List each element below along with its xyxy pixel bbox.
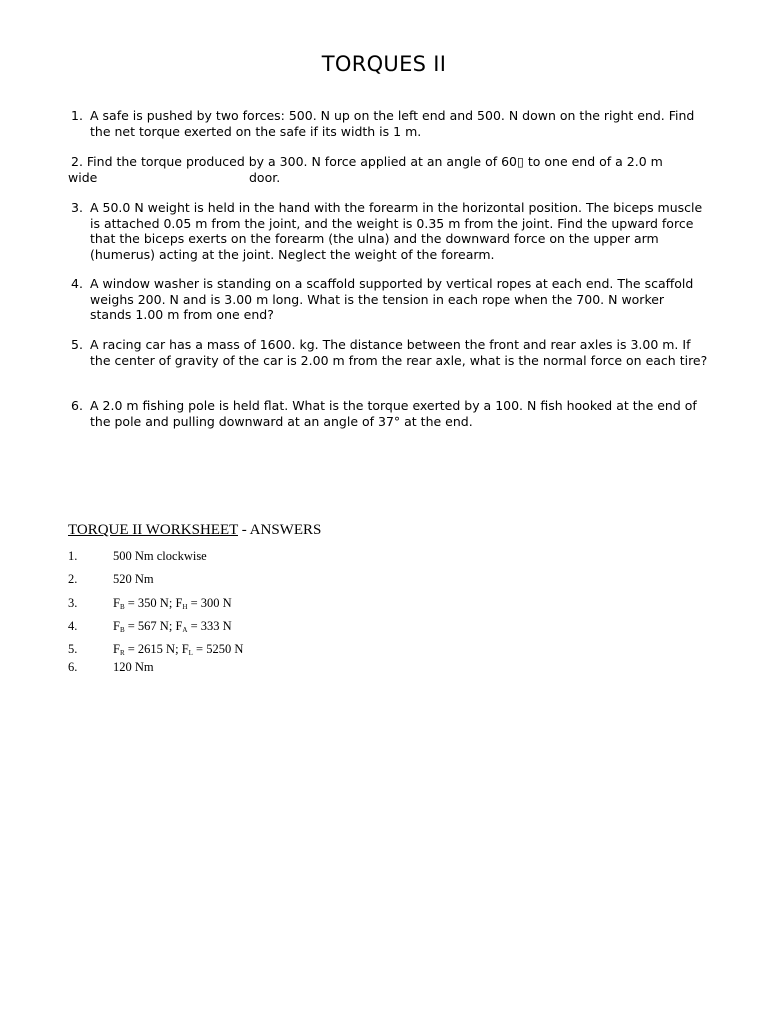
answer-number: 4. <box>68 619 78 633</box>
answers-heading <box>68 522 568 539</box>
answer-value: 120 Nm <box>113 660 154 674</box>
question-1 <box>68 108 708 139</box>
question-text: A safe is pushed by two forces: 500. N up on the left end and 500. N down on the right end. Find the net torque exerted on the safe if its width is 1 m. <box>90 108 695 139</box>
question-text: A racing car has a mass of 1600. kg. The distance between the front and rear axles is 3.00 m. If the center of gravity of the car is 2.00 m from the rear axle, what is the normal force on each tire? <box>90 337 708 368</box>
question-6 <box>68 398 708 429</box>
answers-heading-title: TORQUE II WORKSHEET <box>68 522 238 538</box>
question-number: 5. <box>71 337 83 352</box>
answer-value: $F_R = 2615$ N; $F_L = 5250$ N <box>113 642 244 657</box>
answers-section <box>68 522 568 674</box>
answer-number: 6. <box>68 660 78 674</box>
question-text: A 2.0 m fishing pole is held flat. What is the torque exerted by a 100. N fish hooked at the end of the pole and pulling downward at an angle of 37° at the end. <box>90 398 697 429</box>
question-number: 6. <box>71 398 83 413</box>
question-number: 3. <box>71 200 83 215</box>
answer-number: 2. <box>68 572 78 586</box>
answer-value: $F_B = 350$ N; $F_H = 300$ N <box>113 596 232 611</box>
answer-value: $F_B = 567$ N; $F_A = 333$ N <box>113 619 232 634</box>
answer-number: 1. <box>68 549 78 563</box>
question-text: 2. Find the torque produced by a 300. N force applied at an angle of 60▯ to one end of a 2.0 m <box>71 154 663 169</box>
question-text: A window washer is standing on a scaffold supported by vertical ropes at each end. The scaffold weighs 200. N and is 3.00 m long. What is the tension in each rope when the 700. N worker stands 1.00 m from one end? <box>90 276 694 322</box>
question-text: A 50.0 N weight is held in the hand with the forearm in the horizontal position. The biceps muscle is attached 0.05 m from the joint, and the weight is 0.35 m from the joint. Find the upward force that the biceps exerts on the forearm (the ulna) and the downward force on the upper arm (humerus) acting at the joint. Neglect the weight of the forearm. <box>90 200 703 262</box>
answer-number: 3. <box>68 596 78 610</box>
question-5 <box>68 337 708 368</box>
question-number: 1. <box>71 108 83 123</box>
question-word-wide: wide <box>68 169 98 185</box>
question-4 <box>68 276 708 323</box>
answers-heading-suffix: - ANSWERS <box>238 522 322 538</box>
answer-value: 520 Nm <box>113 572 154 586</box>
question-3 <box>68 200 708 262</box>
answer-number: 5. <box>68 642 78 656</box>
question-number: 4. <box>71 276 83 291</box>
answer-value: 500 Nm clockwise <box>113 549 207 563</box>
page-title: TORQUES II <box>321 52 447 76</box>
question-word-door: door. <box>249 169 281 185</box>
question-2 <box>68 154 708 185</box>
